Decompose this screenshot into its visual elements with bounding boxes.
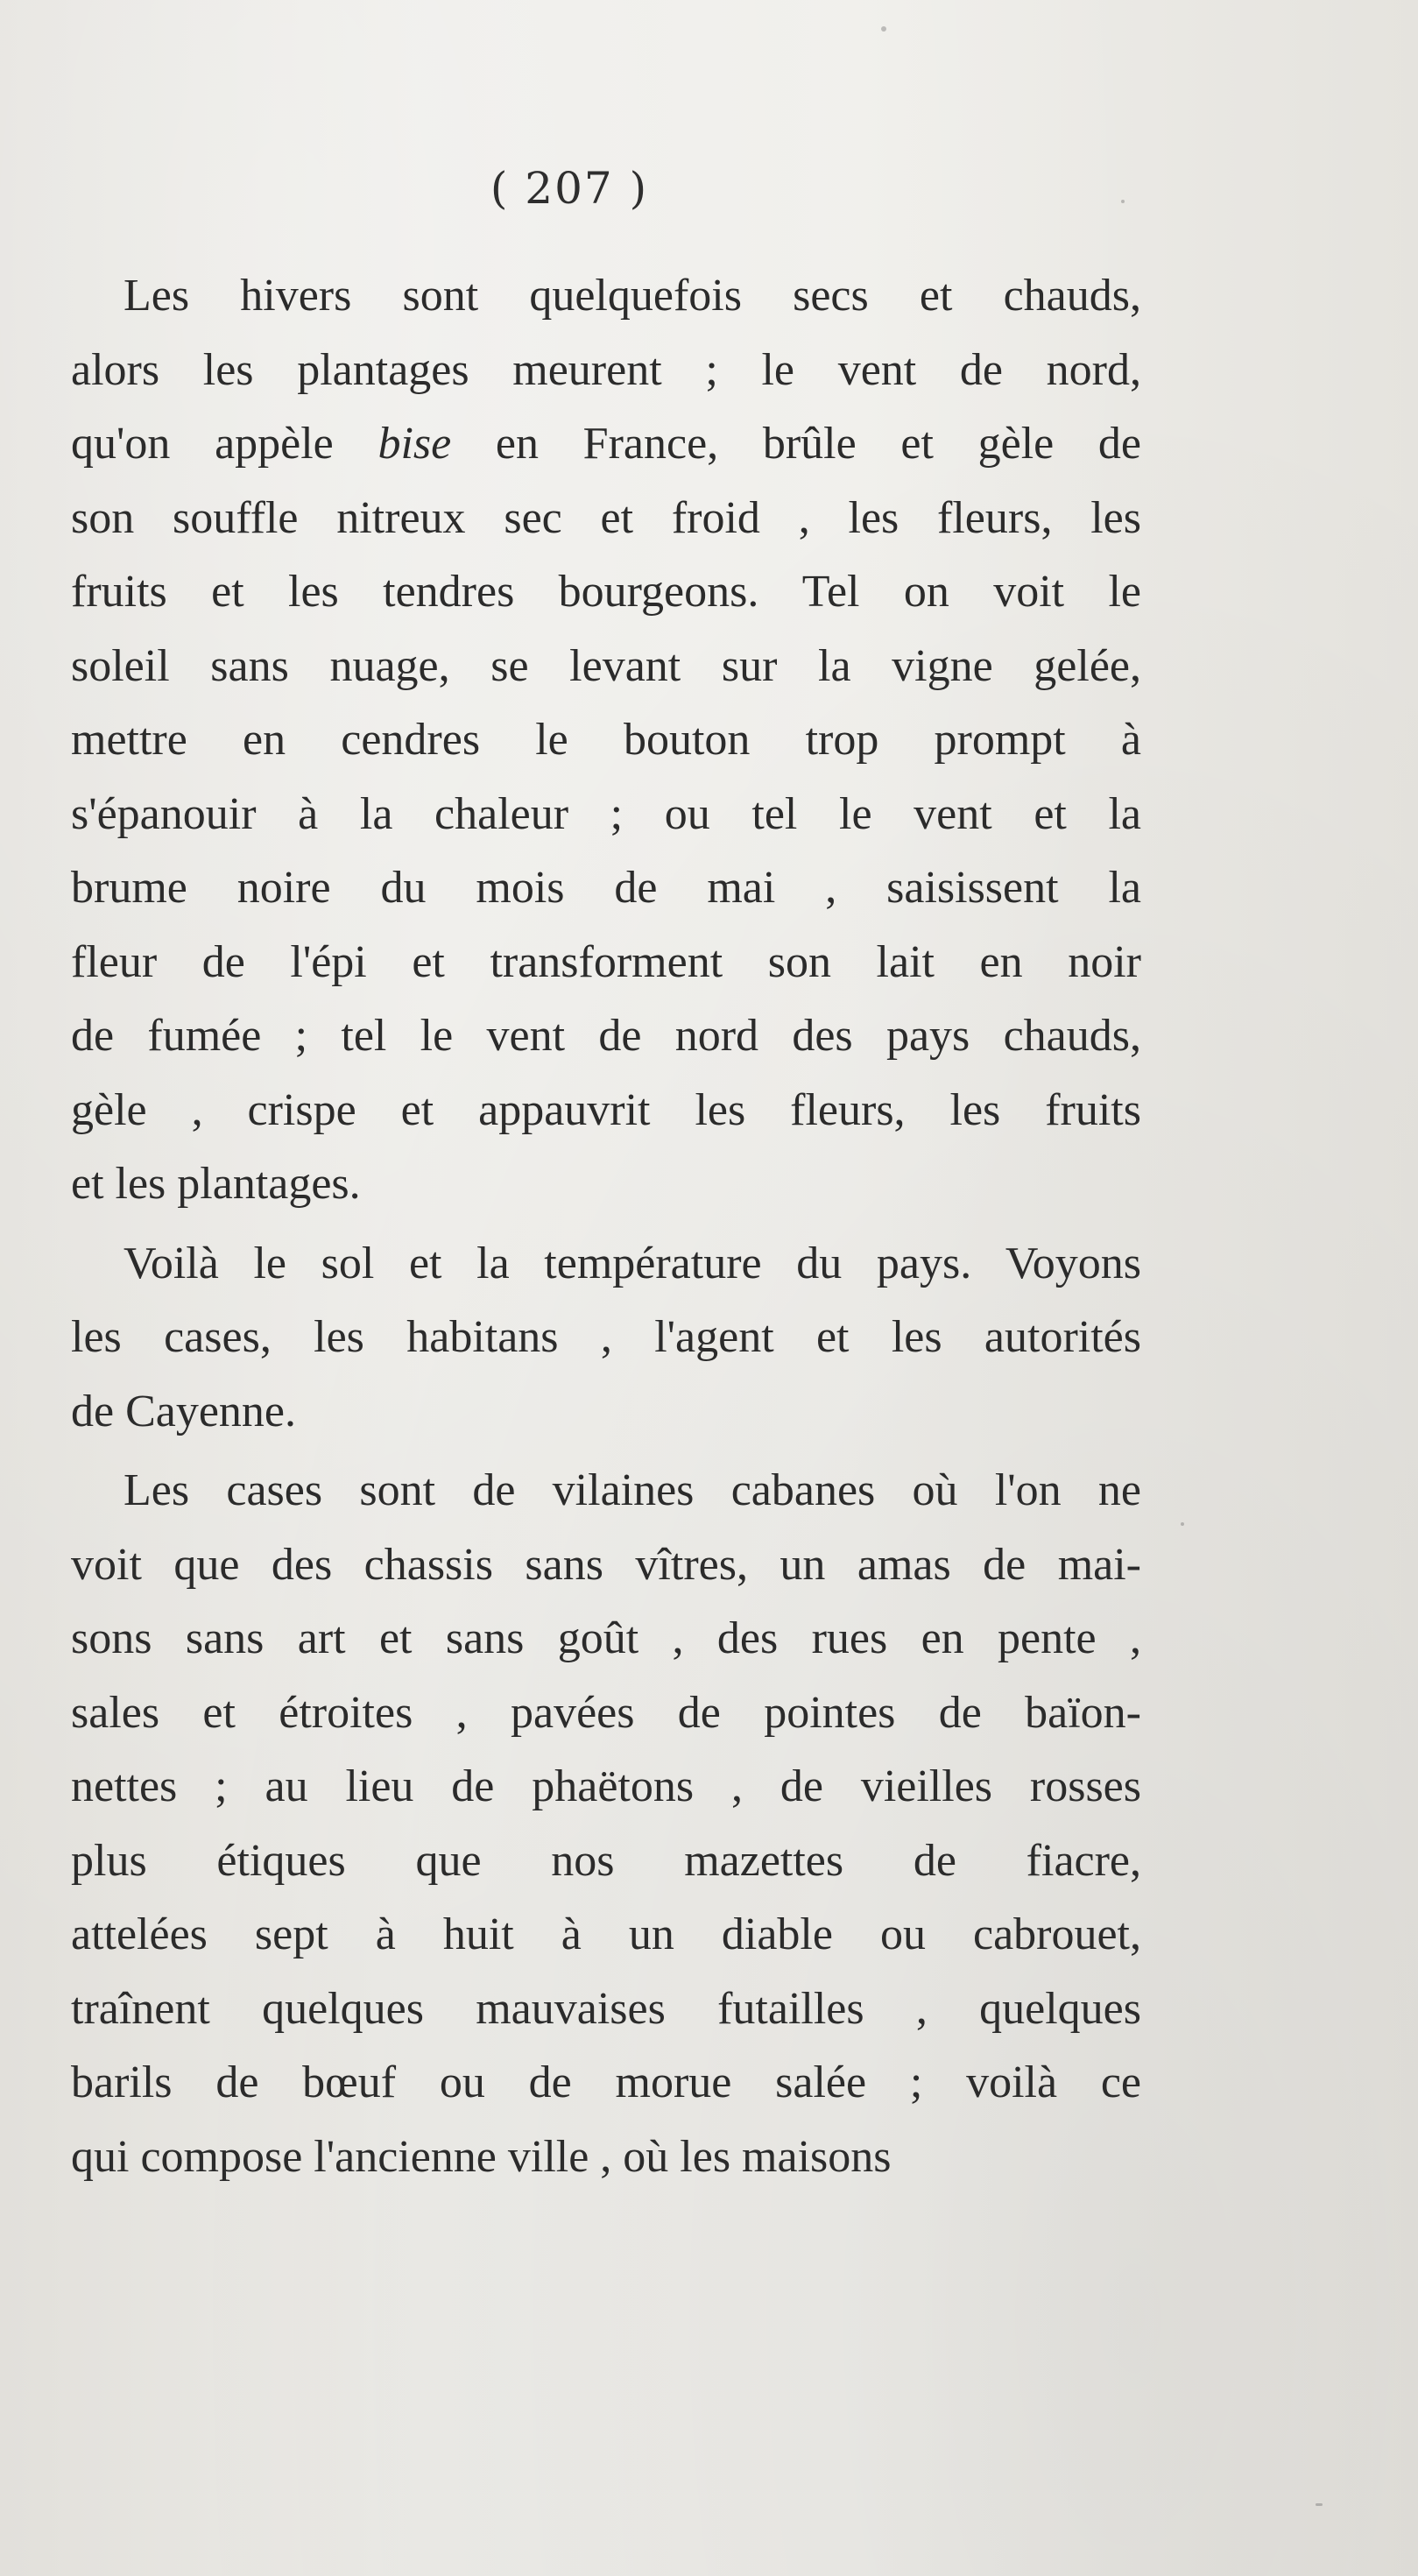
italic-word: bise [377,419,452,469]
text-run: son souffle nitreux sec et froid , les fleurs, les [71,492,1141,543]
text-run: de fumée ; tel le vent de nord des pays chauds, [71,1011,1141,1061]
text-run: Les cases sont de vilaines cabanes où l'on ne [123,1465,1141,1515]
text-line [71,1824,1141,1899]
text-run: brume noire du mois de mai , saisissent la [71,863,1141,913]
text-run: sons sans art et sans goût , des rues en pente , [71,1613,1141,1663]
text-run: nettes ; au lieu de phaëtons , de vieilles rosses [71,1761,1141,1811]
text-run: qui compose l'ancienne ville , où les maisons [71,2131,892,2182]
text-line [71,1676,1141,1751]
text-line [71,1301,1141,1375]
text-line [71,1227,1141,1302]
text-line [71,1898,1141,1973]
text-run: barils de bœuf ou de morue salée ; voilà ce [71,2057,1141,2107]
text-run: en France, brûle et gèle de [451,419,1141,469]
text-run: fleur de l'épi et transforment son lait en noir [71,936,1141,987]
text-run: sales et étroites , pavées de pointes de baïon- [71,1687,1141,1738]
text-run: soleil sans nuage, se levant sur la vigne gelée, [71,640,1141,691]
text-line [71,2046,1141,2121]
text-line [71,778,1141,852]
text-line [71,1750,1141,1824]
paper-speck [1181,1522,1184,1526]
text-line [71,1454,1141,1528]
text-line [71,555,1141,630]
paper-speck [1316,2503,1323,2506]
text-line [71,334,1141,408]
text-run: de Cayenne. [71,1386,297,1436]
text-line [71,1528,1141,1603]
body-text [71,259,1141,2194]
text-run: attelées sept à huit à un diable ou cabrouet, [71,1909,1141,1959]
text-line [71,1973,1141,2047]
paper-speck [881,26,886,32]
text-line [71,630,1141,704]
text-line [71,703,1141,778]
text-line [71,926,1141,1000]
text-line [71,2121,1141,2195]
text-line [71,1074,1141,1148]
text-run: les cases, les habitans , l'agent et les autorités [71,1312,1141,1362]
text-line [71,259,1141,334]
text-run: fruits et les tendres bourgeons. Tel on voit le [71,567,1141,617]
text-line [71,407,1141,482]
text-run: qu'on appèle [71,419,378,469]
text-run: traînent quelques mauvaises futailles , quelques [71,1983,1141,2034]
paper-speck [1121,200,1125,203]
text-run: gèle , crispe et appauvrit les fleurs, les fruits [71,1084,1141,1135]
text-line [71,999,1141,1074]
text-run: alors les plantages meurent ; le vent de nord, [71,344,1141,395]
text-run: voit que des chassis sans vîtres, un amas de mai- [71,1539,1141,1590]
text-line [71,1147,1141,1222]
text-run: s'épanouir à la chaleur ; ou tel le vent et la [71,788,1141,839]
page-number: ( 207 ) [490,163,649,214]
text-line [71,482,1141,556]
text-line [71,1602,1141,1676]
text-run: mettre en cendres le bouton trop prompt à [71,715,1141,765]
text-run: et les plantages. [71,1159,361,1209]
text-run: plus étiques que nos mazettes de fiacre, [71,1835,1141,1886]
text-run: Les hivers sont quelquefois secs et chauds, [123,271,1141,321]
text-line [71,851,1141,926]
text-line [71,1375,1141,1450]
text-run: Voilà le sol et la température du pays. Voyons [123,1238,1141,1288]
